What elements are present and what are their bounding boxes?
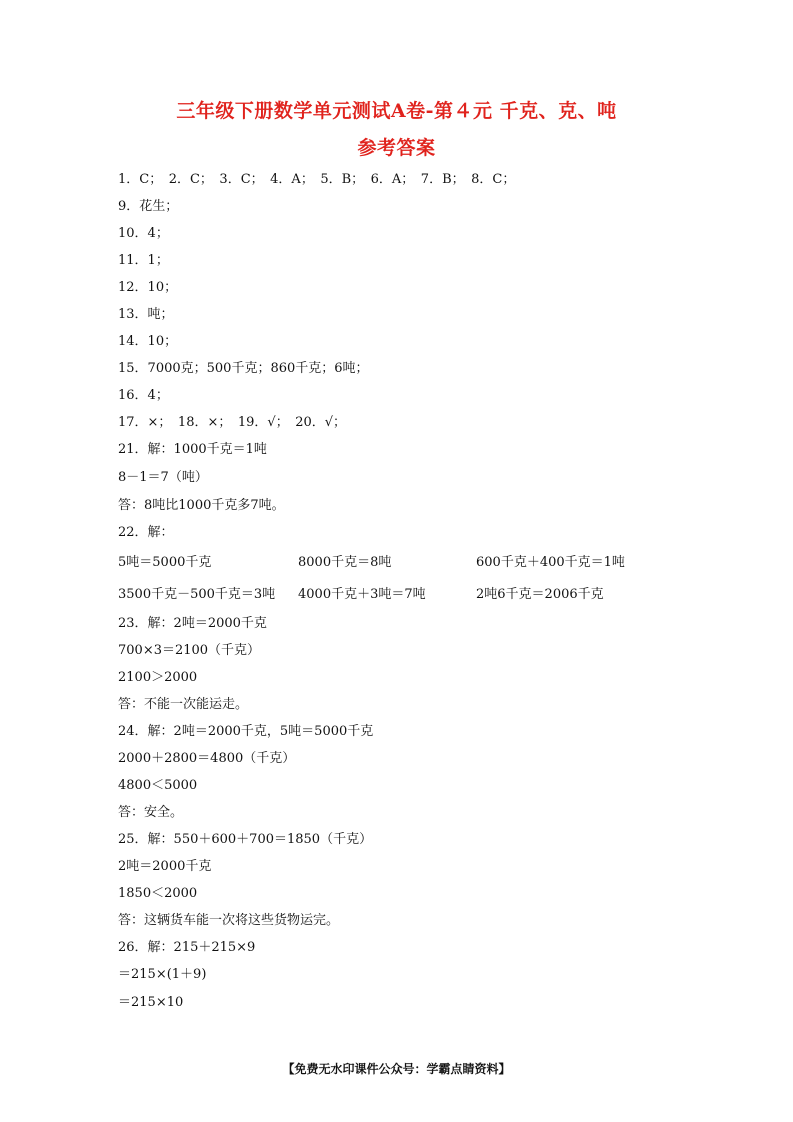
- answer-line: 1850＜2000: [118, 886, 198, 901]
- answer-line: 700×3＝2100（千克）: [118, 643, 261, 658]
- q22-item: 2吨6千克＝2006千克: [476, 587, 604, 602]
- answer-line: 12．10；: [118, 280, 178, 295]
- answer-line: ＝215×(1＋9): [118, 967, 207, 982]
- page-footer: 【免费无水印课件公众号：学霸点睛资料】: [282, 1062, 511, 1076]
- answer-line: 10．4；: [118, 226, 169, 241]
- answer-line: 15．7000克；500千克；860千克；6吨；: [118, 361, 369, 376]
- answer-line: 23．解：2吨＝2000千克: [118, 616, 267, 631]
- answer-line: 17．×； 18．×； 19．√； 20．√；: [118, 415, 347, 430]
- answer-line: 2100＞2000: [118, 670, 198, 685]
- answer-line: 13．吨；: [118, 307, 174, 322]
- q22-item: 3500千克－500千克＝3吨: [118, 587, 276, 602]
- answer-line: 22．解：: [118, 525, 174, 540]
- answer-line: 11．1；: [118, 253, 169, 268]
- q22-item: 600千克＋400千克＝1吨: [476, 555, 625, 570]
- document-subtitle: 参考答案: [357, 137, 436, 159]
- answer-line: 答：不能一次能运走。: [118, 697, 249, 712]
- answer-line: ＝215×10: [118, 995, 184, 1010]
- answer-line: 答：安全。: [118, 805, 184, 820]
- q22-item: 8000千克＝8吨: [298, 555, 392, 570]
- q22-item: 5吨＝5000千克: [118, 555, 212, 570]
- answer-line: 8－1＝7（吨）: [118, 470, 208, 485]
- answer-line: 21．解：1000千克＝1吨: [118, 442, 267, 457]
- answer-line: 9．花生；: [118, 199, 179, 214]
- q22-item: 4000千克＋3吨＝7吨: [298, 587, 426, 602]
- answer-line: 2吨＝2000千克: [118, 859, 212, 874]
- answer-line: 24．解：2吨＝2000千克，5吨＝5000千克: [118, 724, 374, 739]
- answer-line: 2000＋2800＝4800（千克）: [118, 751, 296, 766]
- answer-line: 25．解：550＋600＋700＝1850（千克）: [118, 832, 373, 847]
- answer-line: 1．C； 2．C； 3．C； 4．A； 5．B； 6．A； 7．B； 8．C；: [118, 172, 516, 187]
- answer-line: 14．10；: [118, 334, 178, 349]
- answer-line: 答：这辆货车能一次将这些货物运完。: [118, 913, 340, 928]
- answer-line: 答：8吨比1000千克多7吨。: [118, 498, 285, 513]
- answer-line: 4800＜5000: [118, 778, 198, 793]
- document-title: 三年级下册数学单元测试A卷-第４元 千克、克、吨: [176, 100, 617, 122]
- answer-line: 26．解：215＋215×9: [118, 940, 256, 955]
- answer-line: 16．4；: [118, 388, 169, 403]
